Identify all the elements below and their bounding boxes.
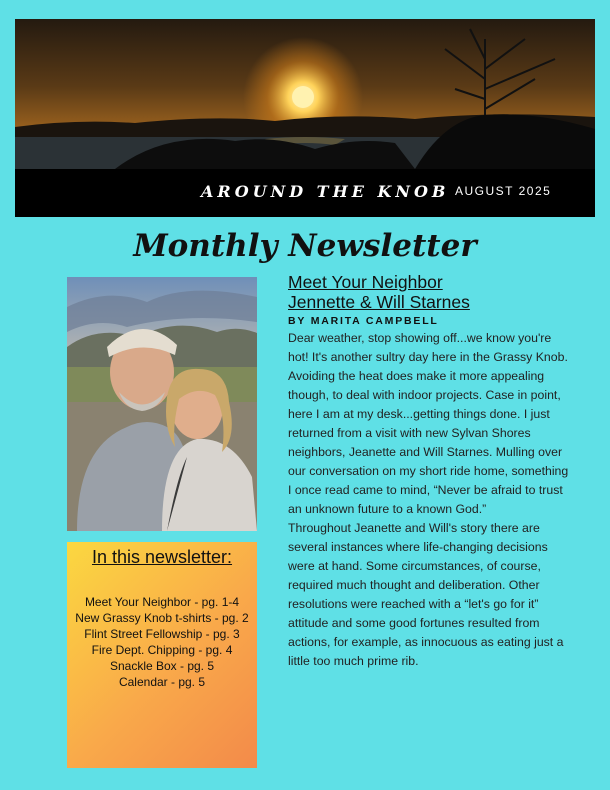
article-paragraph: Throughout Jeanette and Will's story there are several instances where life-changing decisions were at hand. Some circumstances, of course, required much thought and deliberation. Other resolutions were reached with a “let's go for it” attitude and some good fortunes resulted from actions, for example, as innocuous as eating just a little too much prime rib.	[288, 521, 564, 668]
article-title-line: Meet Your Neighbor	[288, 272, 443, 292]
article-body	[288, 329, 573, 671]
article	[288, 272, 573, 671]
toc-heading: In this newsletter:	[91, 547, 233, 567]
toc-item: Snackle Box - pg. 5	[109, 659, 215, 673]
couple-photo	[67, 277, 257, 531]
toc-item: Calendar - pg. 5	[118, 675, 206, 689]
toc-item: New Grassy Knob t-shirts - pg. 2	[75, 611, 249, 625]
article-title-line: Jennette & Will Starnes	[288, 292, 470, 312]
toc-item: Meet Your Neighbor - pg. 1-4	[84, 595, 240, 609]
article-title	[288, 272, 573, 312]
toc-item: Flint Street Fellowship - pg. 3	[84, 627, 240, 641]
article-paragraph: Dear weather, stop showing off...we know you're hot! It's another sultry day here in the Grassy Knob. Avoiding the heat does make it more appealing though, to deal with indoor projects. Case in point, here I am at my desk...getting things done. I just returned from a visit with new Sylvan Shores neighbors, Jeanette and Will Starnes. Mulling over our conversation on my short ride home, something I once read came to mind, “Never be afraid to trust an unknown future to a known God.”	[288, 331, 569, 516]
byline: BY MARITA CAMPBELL	[288, 315, 439, 327]
sunset-lake-photo	[15, 19, 595, 169]
toc-box	[67, 542, 257, 768]
toc-list	[69, 594, 255, 690]
sun	[292, 86, 314, 108]
issue-date: AUGUST 2025	[455, 184, 552, 198]
toc-item: Fire Dept. Chipping - pg. 4	[91, 643, 233, 657]
masthead-title: AROUND THE KNOB	[201, 182, 450, 201]
page-title: Monthly Newsletter	[133, 228, 477, 264]
header-banner	[15, 19, 595, 217]
